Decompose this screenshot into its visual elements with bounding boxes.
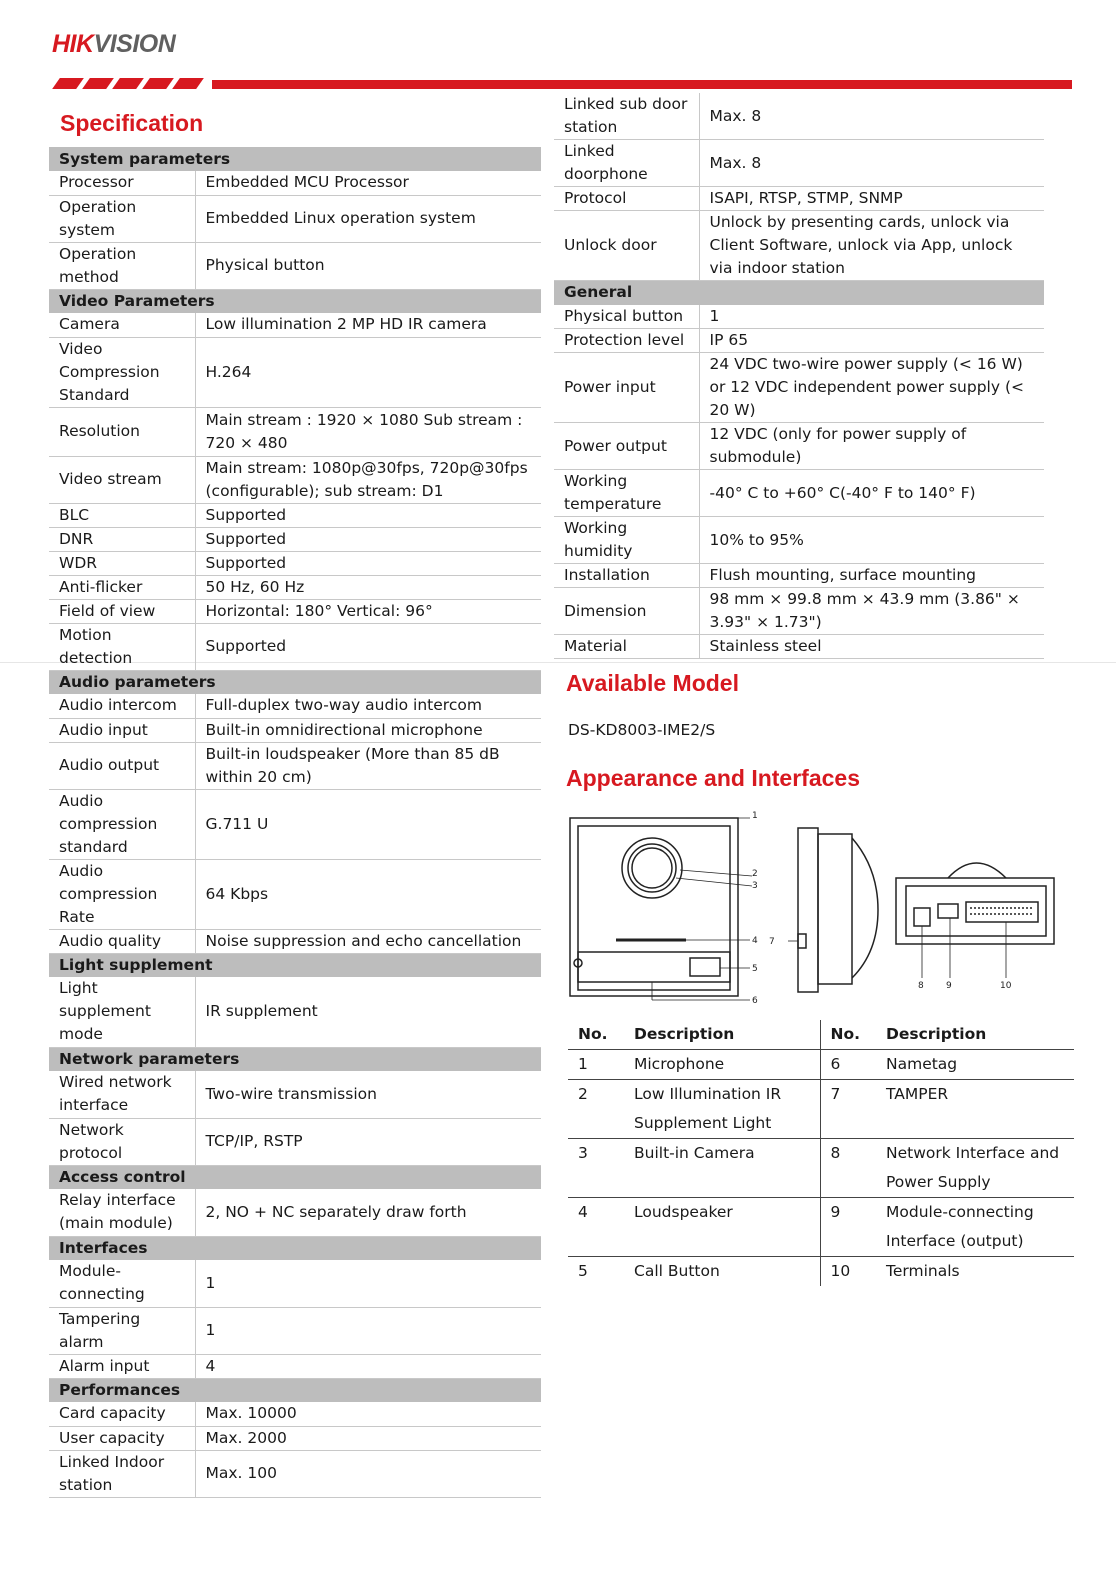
- appearance-diagram: [566, 808, 1066, 1004]
- spec-key: Processor: [49, 171, 195, 195]
- header-no: No.: [568, 1020, 624, 1050]
- spec-key: Alarm input: [49, 1354, 195, 1378]
- spec-key: Audio output: [49, 742, 195, 789]
- spec-value: Supported: [195, 503, 541, 527]
- spec-value: 1: [699, 305, 1044, 329]
- spec-row: [554, 140, 1044, 187]
- section-row: [554, 281, 1044, 305]
- spec-key: Power output: [554, 423, 699, 470]
- spec-row: [49, 977, 541, 1047]
- spec-key: Wired network interface: [49, 1071, 195, 1118]
- callout-5: 5: [752, 964, 758, 974]
- section-label: Interfaces: [49, 1236, 541, 1260]
- spec-row: [554, 564, 1044, 588]
- interfaces-header-row: [568, 1020, 1074, 1050]
- interface-number: 8: [820, 1139, 876, 1198]
- section-label: Access control: [49, 1165, 541, 1189]
- interface-number: 3: [568, 1139, 624, 1198]
- spec-value: Physical button: [195, 242, 541, 289]
- interface-number: 4: [568, 1198, 624, 1257]
- spec-row: [554, 329, 1044, 353]
- spec-value: Built-in omnidirectional microphone: [195, 718, 541, 742]
- spec-value: 24 VDC two-wire power supply (< 16 W) or 12 VDC independent power supply (< 20 W): [699, 353, 1044, 423]
- spec-key: Dimension: [554, 588, 699, 635]
- spec-key: Protection level: [554, 329, 699, 353]
- spec-row: [554, 211, 1044, 281]
- spec-value: Horizontal: 180° Vertical: 96°: [195, 599, 541, 623]
- left-spec-table: [49, 147, 541, 1498]
- interface-number: 5: [578, 1262, 588, 1280]
- spec-key: Audio compression Rate: [49, 859, 195, 929]
- spec-value: Embedded MCU Processor: [195, 171, 541, 195]
- spec-value: G.711 U: [195, 789, 541, 859]
- spec-value: Full-duplex two-way audio intercom: [195, 694, 541, 718]
- spec-row: [49, 694, 541, 718]
- spec-row: [49, 789, 541, 859]
- spec-value: Stainless steel: [699, 635, 1044, 659]
- spec-value: Low illumination 2 MP HD IR camera: [195, 313, 541, 337]
- interface-description: Module-connecting Interface (output): [876, 1198, 1074, 1257]
- spec-value: 98 mm × 99.8 mm × 43.9 mm (3.86" × 3.93" × 1.73"): [699, 588, 1044, 635]
- spec-key: Operation system: [49, 195, 195, 242]
- callout-1: 1: [752, 811, 758, 821]
- spec-value: Two-wire transmission: [195, 1071, 541, 1118]
- spec-value: Max. 8: [699, 93, 1044, 140]
- spec-value: Main stream: 1080p@30fps, 720p@30fps (configurable); sub stream: D1: [195, 456, 541, 503]
- header-description: Description: [624, 1020, 820, 1050]
- spec-row: [49, 1260, 541, 1307]
- spec-key: DNR: [49, 527, 195, 551]
- interface-row: [568, 1080, 1074, 1139]
- spec-row: [554, 93, 1044, 140]
- spec-value: 4: [195, 1354, 541, 1378]
- section-row: [49, 1047, 541, 1071]
- interface-row: [568, 1257, 1074, 1287]
- spec-value: -40° C to +60° C(-40° F to 140° F): [699, 470, 1044, 517]
- section-row: [49, 1378, 541, 1402]
- spec-value: Main stream : 1920 × 1080 Sub stream : 720 × 480: [195, 407, 541, 456]
- interface-number: 1: [568, 1050, 624, 1080]
- section-label: Video Parameters: [49, 289, 541, 313]
- spec-value: H.264: [195, 337, 541, 407]
- spec-row: [49, 503, 541, 527]
- interface-description: Microphone: [624, 1050, 820, 1080]
- spec-row: [49, 1118, 541, 1165]
- spec-value: Unlock by presenting cards, unlock via Client Software, unlock via App, unlock via indoor station: [699, 211, 1044, 281]
- spec-row: [49, 1071, 541, 1118]
- spec-row: [49, 527, 541, 551]
- section-label: General: [554, 281, 1044, 305]
- spec-key: Audio intercom: [49, 694, 195, 718]
- callout-6: 6: [752, 996, 758, 1004]
- spec-key: Protocol: [554, 187, 699, 211]
- interface-number: 9: [820, 1198, 876, 1257]
- interface-description: Loudspeaker: [624, 1198, 820, 1257]
- spec-value: Max. 10000: [195, 1402, 541, 1426]
- spec-key: Linked sub door station: [554, 93, 699, 140]
- spec-row: [49, 742, 541, 789]
- spec-row: [554, 517, 1044, 564]
- spec-key: Tampering alarm: [49, 1307, 195, 1354]
- interface-number: 10: [830, 1262, 851, 1280]
- logo-stripes: [52, 78, 212, 89]
- spec-row: [49, 1450, 541, 1497]
- interface-description: Low Illumination IR Supplement Light: [624, 1080, 820, 1139]
- available-model-heading: Available Model: [566, 670, 739, 696]
- spec-row: [554, 423, 1044, 470]
- spec-row: [49, 551, 541, 575]
- spec-row: [554, 305, 1044, 329]
- spec-value: Supported: [195, 527, 541, 551]
- spec-value: 1: [195, 1307, 541, 1354]
- spec-value: 50 Hz, 60 Hz: [195, 575, 541, 599]
- spec-key: Anti-flicker: [49, 575, 195, 599]
- header-description-2: Description: [876, 1020, 1074, 1050]
- spec-row: [49, 456, 541, 503]
- spec-value: Supported: [195, 551, 541, 575]
- section-row: [49, 1165, 541, 1189]
- spec-row: [49, 599, 541, 623]
- section-label: Audio parameters: [49, 670, 541, 694]
- spec-value: IR supplement: [195, 977, 541, 1047]
- spec-key: Video Compression Standard: [49, 337, 195, 407]
- spec-row: [554, 470, 1044, 517]
- spec-row: [49, 407, 541, 456]
- callout-8: 8: [918, 981, 924, 991]
- spec-row: [49, 623, 541, 670]
- spec-key: Relay interface (main module): [49, 1189, 195, 1236]
- right-spec-table: [554, 93, 1044, 659]
- spec-value: Max. 100: [195, 1450, 541, 1497]
- interface-description: Terminals: [886, 1262, 960, 1280]
- section-row: [49, 670, 541, 694]
- spec-row: [49, 1307, 541, 1354]
- spec-key: WDR: [49, 551, 195, 575]
- spec-key: Unlock door: [554, 211, 699, 281]
- callout-4: 4: [752, 936, 758, 946]
- spec-row: [49, 195, 541, 242]
- spec-row: [49, 242, 541, 289]
- spec-row: [49, 718, 541, 742]
- spec-row: [49, 929, 541, 953]
- spec-key: Power input: [554, 353, 699, 423]
- section-label: Light supplement: [49, 953, 541, 977]
- callout-3: 3: [752, 881, 758, 891]
- spec-value: Built-in loudspeaker (More than 85 dB within 20 cm): [195, 742, 541, 789]
- spec-row: [49, 171, 541, 195]
- appearance-heading: Appearance and Interfaces: [566, 765, 861, 791]
- spec-key: Module-connecting: [49, 1260, 195, 1307]
- section-label: System parameters: [49, 147, 541, 171]
- section-row: [49, 289, 541, 313]
- spec-value: 10% to 95%: [699, 517, 1044, 564]
- header-no-2: No.: [820, 1020, 876, 1050]
- spec-key: Installation: [554, 564, 699, 588]
- interface-description: Network Interface and Power Supply: [876, 1139, 1074, 1198]
- spec-row: [49, 575, 541, 599]
- section-row: [49, 953, 541, 977]
- spec-value: 1: [195, 1260, 541, 1307]
- spec-value: ISAPI, RTSP, STMP, SNMP: [699, 187, 1044, 211]
- interfaces-table: [568, 1020, 1074, 1286]
- spec-key: User capacity: [49, 1426, 195, 1450]
- spec-key: Card capacity: [49, 1402, 195, 1426]
- hikvision-logo: HIKVISION: [52, 30, 176, 58]
- spec-row: [554, 635, 1044, 659]
- callout-9: 9: [946, 981, 952, 991]
- interface-row: [568, 1050, 1074, 1080]
- spec-key: Operation method: [49, 242, 195, 289]
- interface-number: 7: [820, 1080, 876, 1139]
- spec-key: Resolution: [49, 407, 195, 456]
- interface-number: 6: [820, 1050, 876, 1080]
- spec-key: Audio compression standard: [49, 789, 195, 859]
- spec-key: Material: [554, 635, 699, 659]
- spec-row: [554, 588, 1044, 635]
- header-bar: [212, 80, 1072, 89]
- interface-description: Nametag: [876, 1050, 1074, 1080]
- section-label: Performances: [49, 1378, 541, 1402]
- spec-value: Supported: [195, 623, 541, 670]
- interface-number: 2: [568, 1080, 624, 1139]
- spec-key: Working temperature: [554, 470, 699, 517]
- callout-2: 2: [752, 869, 758, 879]
- callout-7: 7: [769, 937, 775, 947]
- spec-row: [49, 1354, 541, 1378]
- spec-key: Physical button: [554, 305, 699, 329]
- spec-key: BLC: [49, 503, 195, 527]
- interface-description: Call Button: [624, 1257, 820, 1287]
- spec-value: 64 Kbps: [195, 859, 541, 929]
- model-number: DS-KD8003-IME2/S: [568, 721, 716, 739]
- spec-value: Embedded Linux operation system: [195, 195, 541, 242]
- interface-description: Built-in Camera: [624, 1139, 820, 1198]
- section-row: [49, 147, 541, 171]
- spec-key: Audio quality: [49, 929, 195, 953]
- spec-row: [49, 313, 541, 337]
- spec-key: Video stream: [49, 456, 195, 503]
- spec-key: Light supplement mode: [49, 977, 195, 1047]
- spec-value: 12 VDC (only for power supply of submodule): [699, 423, 1044, 470]
- spec-value: Max. 2000: [195, 1426, 541, 1450]
- section-row: [49, 1236, 541, 1260]
- spec-value: TCP/IP, RSTP: [195, 1118, 541, 1165]
- spec-value: IP 65: [699, 329, 1044, 353]
- interface-row: [568, 1198, 1074, 1257]
- spec-value: Noise suppression and echo cancellation: [195, 929, 541, 953]
- spec-key: Camera: [49, 313, 195, 337]
- spec-row: [49, 337, 541, 407]
- spec-row: [554, 187, 1044, 211]
- spec-key: Field of view: [49, 599, 195, 623]
- spec-key: Linked Indoor station: [49, 1450, 195, 1497]
- spec-value: Max. 8: [699, 140, 1044, 187]
- section-label: Network parameters: [49, 1047, 541, 1071]
- specification-heading: Specification: [60, 110, 204, 136]
- spec-row: [49, 1189, 541, 1236]
- spec-row: [49, 859, 541, 929]
- interface-row: [568, 1139, 1074, 1198]
- spec-key: Audio input: [49, 718, 195, 742]
- spec-row: [49, 1402, 541, 1426]
- callout-10: 10: [1000, 981, 1012, 991]
- spec-key: Network protocol: [49, 1118, 195, 1165]
- spec-key: Motion detection: [49, 623, 195, 670]
- spec-value: Flush mounting, surface mounting: [699, 564, 1044, 588]
- spec-key: Working humidity: [554, 517, 699, 564]
- spec-key: Linked doorphone: [554, 140, 699, 187]
- interface-description: TAMPER: [876, 1080, 1074, 1139]
- spec-row: [49, 1426, 541, 1450]
- spec-value: 2, NO + NC separately draw forth: [195, 1189, 541, 1236]
- spec-row: [554, 353, 1044, 423]
